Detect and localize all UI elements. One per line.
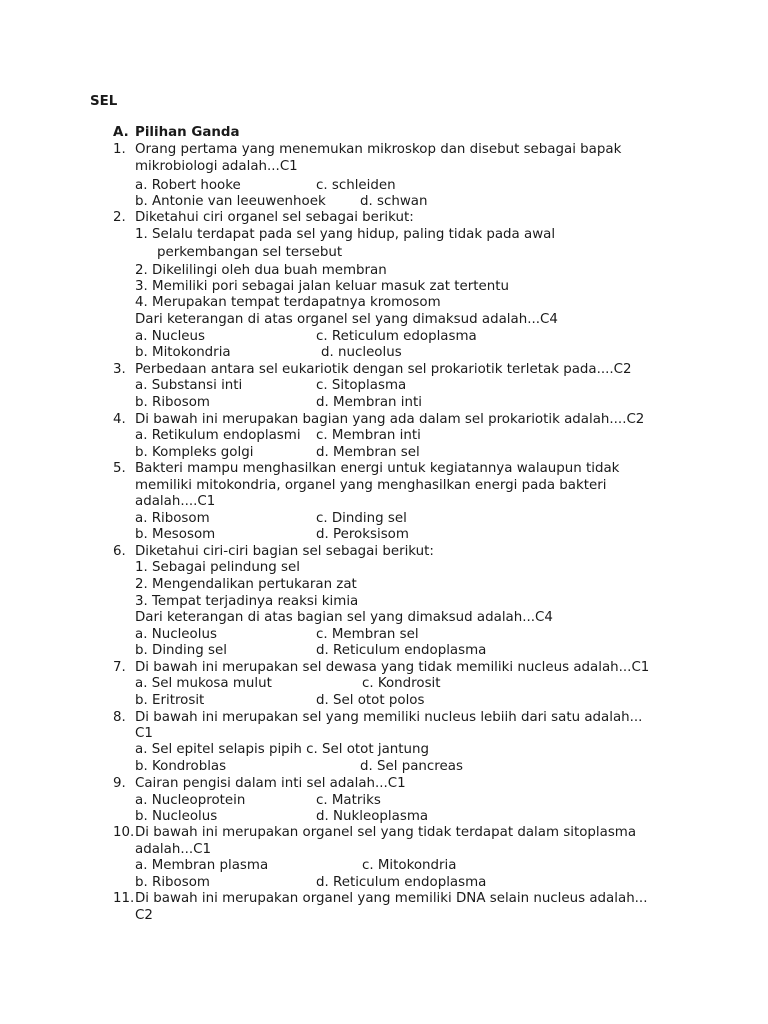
question-text: mikrobiologi adalah...C1 — [135, 159, 298, 174]
answer-option: a. Sel epitel selapis pipih c. Sel otot jantung — [135, 742, 430, 757]
answer-option: c. Membran sel — [316, 627, 419, 642]
sub-item: 3. Memiliki pori sebagai jalan keluar masuk zat tertentu — [135, 279, 509, 294]
question-number: 3. — [113, 362, 126, 377]
sub-item: 1. Sebagai pelindung sel — [135, 560, 300, 575]
answer-option: a. Nucleus — [135, 329, 206, 344]
answer-option: c. Dinding sel — [316, 511, 407, 526]
question-text: memiliki mitokondria, organel yang menghasilkan energi pada bakteri — [135, 478, 607, 493]
answer-option: a. Substansi inti — [135, 378, 243, 393]
answer-option: c. Reticulum edoplasma — [316, 329, 477, 344]
question-text: Dari keterangan di atas organel sel yang dimaksud adalah...C4 — [135, 312, 558, 327]
question-text: Cairan pengisi dalam inti sel adalah...C1 — [135, 776, 406, 791]
answer-option: a. Sel mukosa mulut — [135, 676, 272, 691]
question-number: 8. — [113, 710, 126, 725]
answer-option: a. Nucleolus — [135, 627, 217, 642]
question-number: 11. — [113, 891, 135, 906]
answer-option: c. Sitoplasma — [316, 378, 407, 393]
sub-item: perkembangan sel tersebut — [157, 245, 343, 260]
question-text: Di bawah ini merupakan bagian yang ada dalam sel prokariotik adalah....C2 — [135, 412, 645, 427]
answer-option: b. Kondroblas — [135, 759, 227, 774]
sub-item: 4. Merupakan tempat terdapatnya kromosom — [135, 295, 441, 310]
answer-option: a. Nucleoprotein — [135, 793, 246, 808]
question-text: Di bawah ini merupakan sel yang memiliki nucleus lebiih dari satu adalah... — [135, 710, 643, 725]
answer-option: c. schleiden — [316, 178, 396, 193]
section-letter: A. — [113, 125, 129, 140]
answer-option: c. Mitokondria — [362, 858, 457, 873]
answer-option: b. Ribosom — [135, 875, 210, 890]
question-text: Dari keterangan di atas bagian sel yang dimaksud adalah...C4 — [135, 610, 553, 625]
page-title: SEL — [90, 94, 118, 109]
answer-option: b. Kompleks golgi — [135, 445, 254, 460]
question-text: Orang pertama yang menemukan mikroskop dan disebut sebagai bapak — [135, 142, 622, 157]
question-text: C2 — [135, 908, 153, 923]
question-number: 6. — [113, 544, 126, 559]
answer-option: b. Mitokondria — [135, 345, 231, 360]
sub-item: 1. Selalu terdapat pada sel yang hidup, paling tidak pada awal — [135, 227, 556, 242]
question-text: Perbedaan antara sel eukariotik dengan sel prokariotik terletak pada....C2 — [135, 362, 632, 377]
answer-option: b. Eritrosit — [135, 693, 205, 708]
question-text: adalah...C1 — [135, 842, 211, 857]
question-text: Di bawah ini merupakan sel dewasa yang tidak memiliki nucleus adalah...C1 — [135, 660, 650, 675]
answer-option: d. Sel pancreas — [360, 759, 463, 774]
answer-option: d. Sel otot polos — [316, 693, 425, 708]
question-text: adalah....C1 — [135, 494, 216, 509]
question-number: 4. — [113, 412, 126, 427]
answer-option: b. Mesosom — [135, 527, 216, 542]
question-text: C1 — [135, 726, 153, 741]
question-text: Diketahui ciri organel sel sebagai berikut: — [135, 210, 414, 225]
answer-option: d. Membran inti — [316, 395, 422, 410]
section-heading: Pilihan Ganda — [135, 125, 240, 140]
answer-option: c. Matriks — [316, 793, 381, 808]
sub-item: 2. Dikelilingi oleh dua buah membran — [135, 263, 387, 278]
answer-option: c. Kondrosit — [362, 676, 441, 691]
answer-option: d. schwan — [360, 194, 428, 209]
answer-option: a. Retikulum endoplasmi — [135, 428, 301, 443]
question-text: Diketahui ciri-ciri bagian sel sebagai berikut: — [135, 544, 434, 559]
question-text: Di bawah ini merupakan organel sel yang tidak terdapat dalam sitoplasma — [135, 825, 637, 840]
question-text: Di bawah ini merupakan organel yang memiliki DNA selain nucleus adalah... — [135, 891, 648, 906]
answer-option: a. Ribosom — [135, 511, 210, 526]
answer-option: d. nucleolus — [321, 345, 402, 360]
answer-option: b. Ribosom — [135, 395, 210, 410]
answer-option: c. Membran inti — [316, 428, 421, 443]
question-number: 10. — [113, 825, 135, 840]
answer-option: b. Dinding sel — [135, 643, 227, 658]
answer-option: a. Robert hooke — [135, 178, 241, 193]
answer-option: d. Peroksisom — [316, 527, 409, 542]
sub-item: 3. Tempat terjadinya reaksi kimia — [135, 594, 359, 609]
answer-option: b. Nucleolus — [135, 809, 218, 824]
question-number: 5. — [113, 461, 126, 476]
question-number: 1. — [113, 142, 126, 157]
question-number: 7. — [113, 660, 126, 675]
sub-item: 2. Mengendalikan pertukaran zat — [135, 577, 357, 592]
answer-option: d. Nukleoplasma — [316, 809, 429, 824]
answer-option: b. Antonie van leeuwenhoek — [135, 194, 326, 209]
answer-option: d. Reticulum endoplasma — [316, 643, 487, 658]
answer-option: a. Membran plasma — [135, 858, 269, 873]
question-number: 2. — [113, 210, 126, 225]
question-number: 9. — [113, 776, 126, 791]
answer-option: d. Reticulum endoplasma — [316, 875, 487, 890]
question-text: Bakteri mampu menghasilkan energi untuk kegiatannya walaupun tidak — [135, 461, 620, 476]
answer-option: d. Membran sel — [316, 445, 420, 460]
